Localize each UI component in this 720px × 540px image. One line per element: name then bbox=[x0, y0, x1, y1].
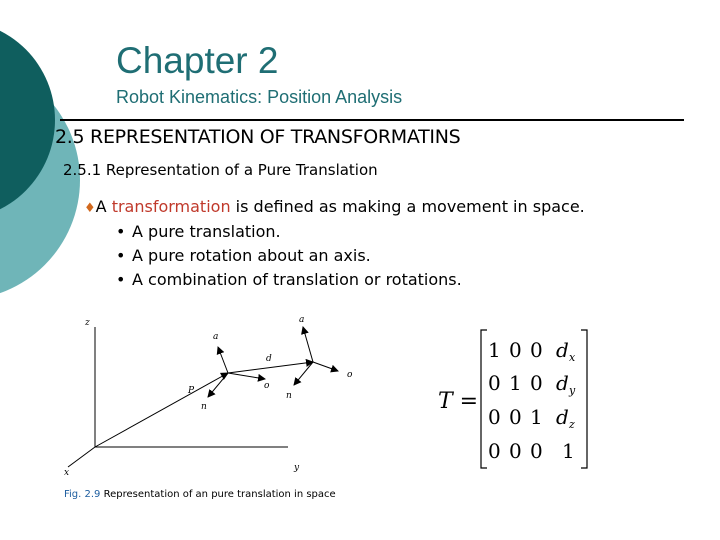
lead-suffix: is defined as making a movement in space. bbox=[230, 197, 585, 216]
label-o1: o bbox=[264, 381, 270, 391]
label-y: y bbox=[294, 463, 300, 473]
label-o2: o bbox=[347, 370, 353, 380]
bullet-dot-icon: • bbox=[116, 222, 126, 241]
m-2-2: 1 bbox=[530, 405, 543, 429]
bullet-list bbox=[116, 220, 462, 292]
list-item-text: A pure rotation about an axis. bbox=[132, 246, 371, 265]
label-d: d bbox=[266, 354, 272, 364]
m-1-0: 0 bbox=[488, 371, 501, 395]
m-1-3: d bbox=[556, 371, 569, 395]
section-heading: 2.5 REPRESENTATION OF TRANSFORMATINS bbox=[55, 126, 461, 148]
m-3-0: 0 bbox=[488, 439, 501, 463]
m-3-2: 0 bbox=[530, 439, 543, 463]
list-item bbox=[116, 244, 462, 268]
m-0-0: 1 bbox=[488, 338, 501, 362]
subsection-heading: 2.5.1 Representation of a Pure Translation bbox=[63, 161, 378, 179]
frame2-o-axis bbox=[313, 362, 338, 371]
label-a1: a bbox=[213, 332, 219, 342]
matrix-lhs: T = bbox=[438, 389, 479, 414]
m-2-3-sub: z bbox=[569, 418, 575, 431]
lead-prefix: A bbox=[95, 197, 112, 216]
lead-term: transformation bbox=[111, 197, 231, 216]
m-1-2: 0 bbox=[530, 371, 543, 395]
left-bracket bbox=[481, 330, 487, 468]
frame1-a-axis bbox=[218, 347, 228, 373]
frame1-n-axis bbox=[208, 373, 228, 397]
label-a2: a bbox=[299, 315, 305, 325]
figure-caption bbox=[64, 489, 336, 500]
m-3-3: 1 bbox=[562, 439, 575, 463]
lead-bullet bbox=[84, 197, 585, 216]
m-0-2: 0 bbox=[530, 338, 543, 362]
page-title: Chapter 2 bbox=[116, 40, 279, 81]
m-2-1: 0 bbox=[509, 405, 522, 429]
decorative-circles bbox=[0, 0, 120, 300]
m-3-1: 0 bbox=[509, 439, 522, 463]
bullet-dot-icon: • bbox=[116, 246, 126, 265]
bullet-dot-icon: • bbox=[116, 270, 126, 289]
m-2-0: 0 bbox=[488, 405, 501, 429]
m-0-1: 0 bbox=[509, 338, 522, 362]
label-n1: n bbox=[201, 402, 207, 412]
caption-label: Fig. 2.9 bbox=[64, 489, 101, 500]
m-1-1: 1 bbox=[509, 371, 522, 395]
label-n2: n bbox=[286, 391, 292, 401]
m-0-3-sub: x bbox=[569, 351, 576, 364]
frame2-n-axis bbox=[294, 362, 313, 385]
list-item-text: A pure translation. bbox=[132, 222, 281, 241]
x-axis-line bbox=[68, 447, 95, 467]
list-item-text: A combination of translation or rotations. bbox=[132, 270, 462, 289]
title-divider bbox=[60, 119, 684, 121]
translation-matrix bbox=[436, 328, 606, 470]
right-bracket bbox=[581, 330, 587, 468]
translation-figure bbox=[60, 305, 370, 485]
list-item bbox=[116, 220, 462, 244]
frame2-a-axis bbox=[303, 327, 313, 362]
m-2-3: d bbox=[556, 405, 569, 429]
label-x: x bbox=[64, 468, 70, 478]
list-item bbox=[116, 268, 462, 292]
m-0-3: d bbox=[556, 338, 569, 362]
caption-text: Representation of an pure translation in space bbox=[103, 489, 336, 500]
label-p: P bbox=[188, 386, 195, 396]
position-vector-p bbox=[95, 373, 228, 447]
frame1-o-axis bbox=[228, 373, 265, 379]
diamond-bullet-icon: ♦ bbox=[84, 201, 96, 216]
label-z: z bbox=[85, 318, 90, 328]
m-1-3-sub: y bbox=[569, 384, 576, 397]
page-subtitle: Robot Kinematics: Position Analysis bbox=[116, 87, 403, 107]
